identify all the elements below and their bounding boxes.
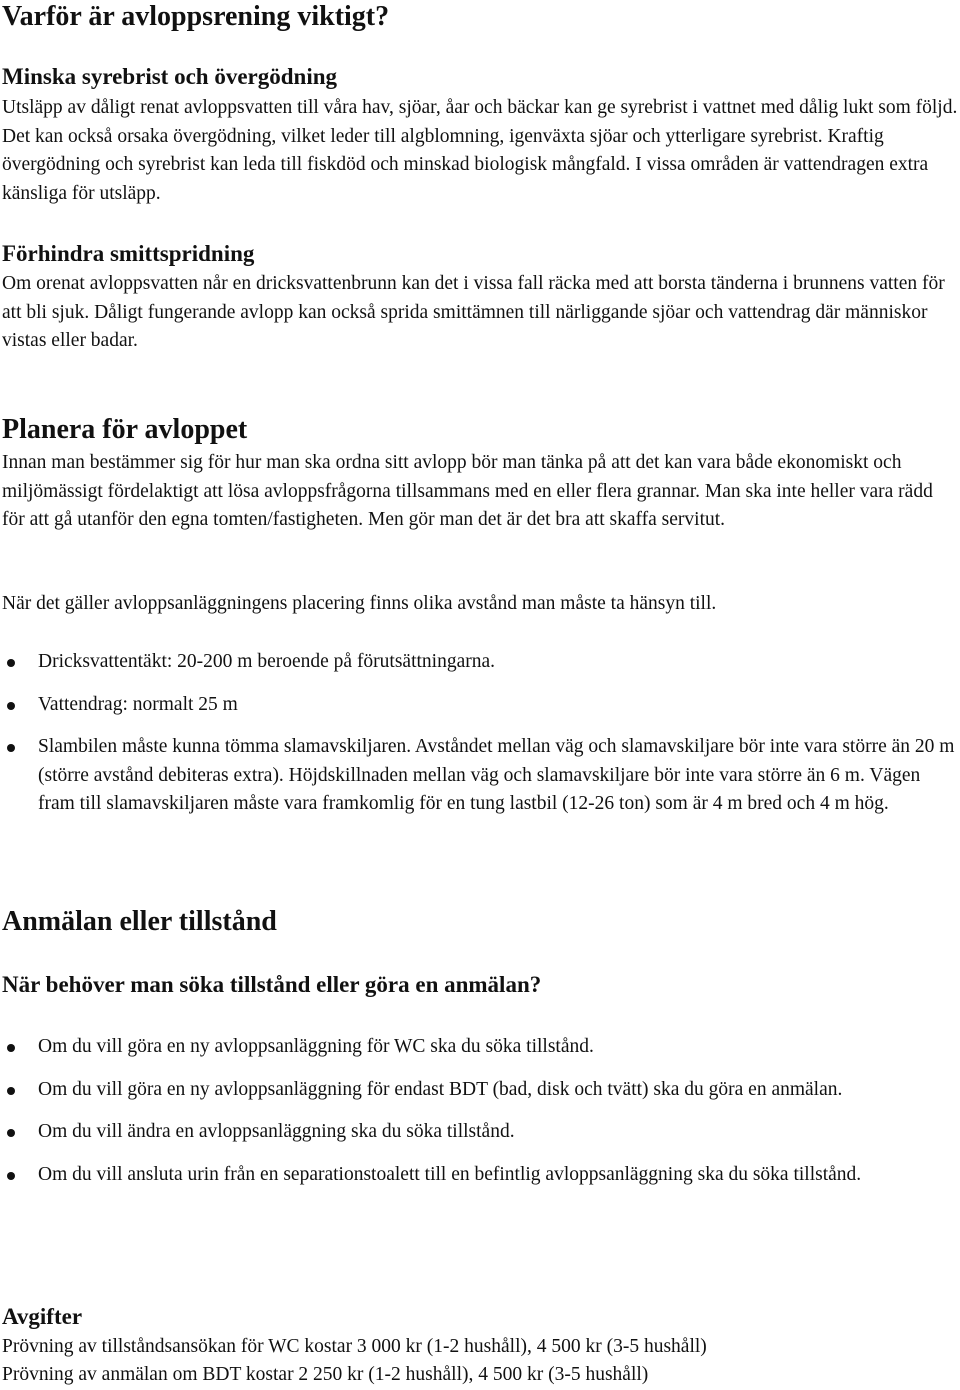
permit-list	[0, 1033, 958, 1189]
heading-smittspridning: Förhindra smittspridning	[2, 241, 255, 266]
paragraph-smittspridning: Om orenat avloppsvatten når en dricksvattenbrunn kan det i vissa fall räcka med att borsta tänderna i brunnens vatten för att bli sjuk. Dåligt fungerande avlopp kan också sprida smittämnen till närliggande sjöar och vattendrag där människor vistas eller badar.	[2, 273, 945, 351]
list-item: Om du vill göra en ny avloppsanläggning för endast BDT (bad, disk och tvätt) ska du göra en anmälan.	[0, 1076, 958, 1105]
paragraph-planera: Innan man bestämmer sig för hur man ska ordna sitt avlopp bör man tänka på att det kan vara både ekonomiskt och miljömässigt fördelaktigt att lösa avloppsfrågorna tillsammans med en eller flera grannar. Man ska inte heller vara rädd för att gå utanför den egna tomten/fastigheten. Men gör man det är det bra att skaffa servitut.	[2, 452, 933, 530]
paragraph-syrebrist: Utsläpp av dåligt renat avloppsvatten till våra hav, sjöar, åar och bäckar kan ge syrebrist i vattnet med dålig lukt som följd. Det kan också orsaka övergödning, vilket leder till algblomning, igenväxta sjöar och ytterligare syrebrist. Kraftig övergödning och syrebrist kan leda till fiskdöd och minskad biologisk mångfald. I vissa områden är vattendragen extra känsliga för utsläpp.	[2, 97, 958, 204]
fee-line-wc: Prövning av tillståndsansökan för WC kostar 3 000 kr (1-2 hushåll), 4 500 kr (3-5 hushåll)	[2, 1336, 707, 1357]
bullet-icon	[7, 702, 15, 710]
bullet-icon	[7, 744, 15, 752]
list-item: Vattendrag: normalt 25 m	[0, 691, 958, 720]
section-title-anmalan: Anmälan eller tillstånd	[2, 906, 277, 937]
bullet-icon	[7, 1129, 15, 1137]
list-item: Om du vill ansluta urin från en separationstoalett till en befintlig avloppsanläggning ska du söka tillstånd.	[0, 1161, 958, 1190]
list-item: Slambilen måste kunna tömma slamavskiljaren. Avståndet mellan väg och slamavskiljare bör inte vara större än 20 m (större avstånd debiteras extra). Höjdskillnaden mellan väg och slamavskiljare bör inte vara större än 6 m. Vägen fram till slamavskiljaren måste vara framkomlig för en tung lastbil (12-26 ton) som är 4 m bred och 4 m hög.	[0, 733, 958, 819]
bullet-icon	[7, 659, 15, 667]
bullet-icon	[7, 1087, 15, 1095]
bullet-icon	[7, 1172, 15, 1180]
heading-nar-behover: När behöver man söka tillstånd eller göra en anmälan?	[2, 972, 542, 997]
heading-syrebrist: Minska syrebrist och övergödning	[2, 64, 338, 89]
fee-line-bdt: Prövning av anmälan om BDT kostar 2 250 kr (1-2 hushåll), 4 500 kr (3-5 hushåll)	[2, 1364, 649, 1385]
paragraph-placering: När det gäller avloppsanläggningens placering finns olika avstånd man måste ta hänsyn till.	[2, 593, 717, 614]
heading-avgifter: Avgifter	[2, 1304, 83, 1329]
list-item: Om du vill göra en ny avloppsanläggning för WC ska du söka tillstånd.	[0, 1033, 958, 1062]
section-title-avloppsrening: Varför är avloppsrening viktigt?	[2, 1, 390, 32]
distance-list	[0, 648, 958, 819]
section-title-planera: Planera för avloppet	[2, 414, 248, 445]
list-item: Om du vill ändra en avloppsanläggning ska du söka tillstånd.	[0, 1118, 958, 1147]
list-item: Dricksvattentäkt: 20-200 m beroende på förutsättningarna.	[0, 648, 958, 677]
bullet-icon	[7, 1044, 15, 1052]
